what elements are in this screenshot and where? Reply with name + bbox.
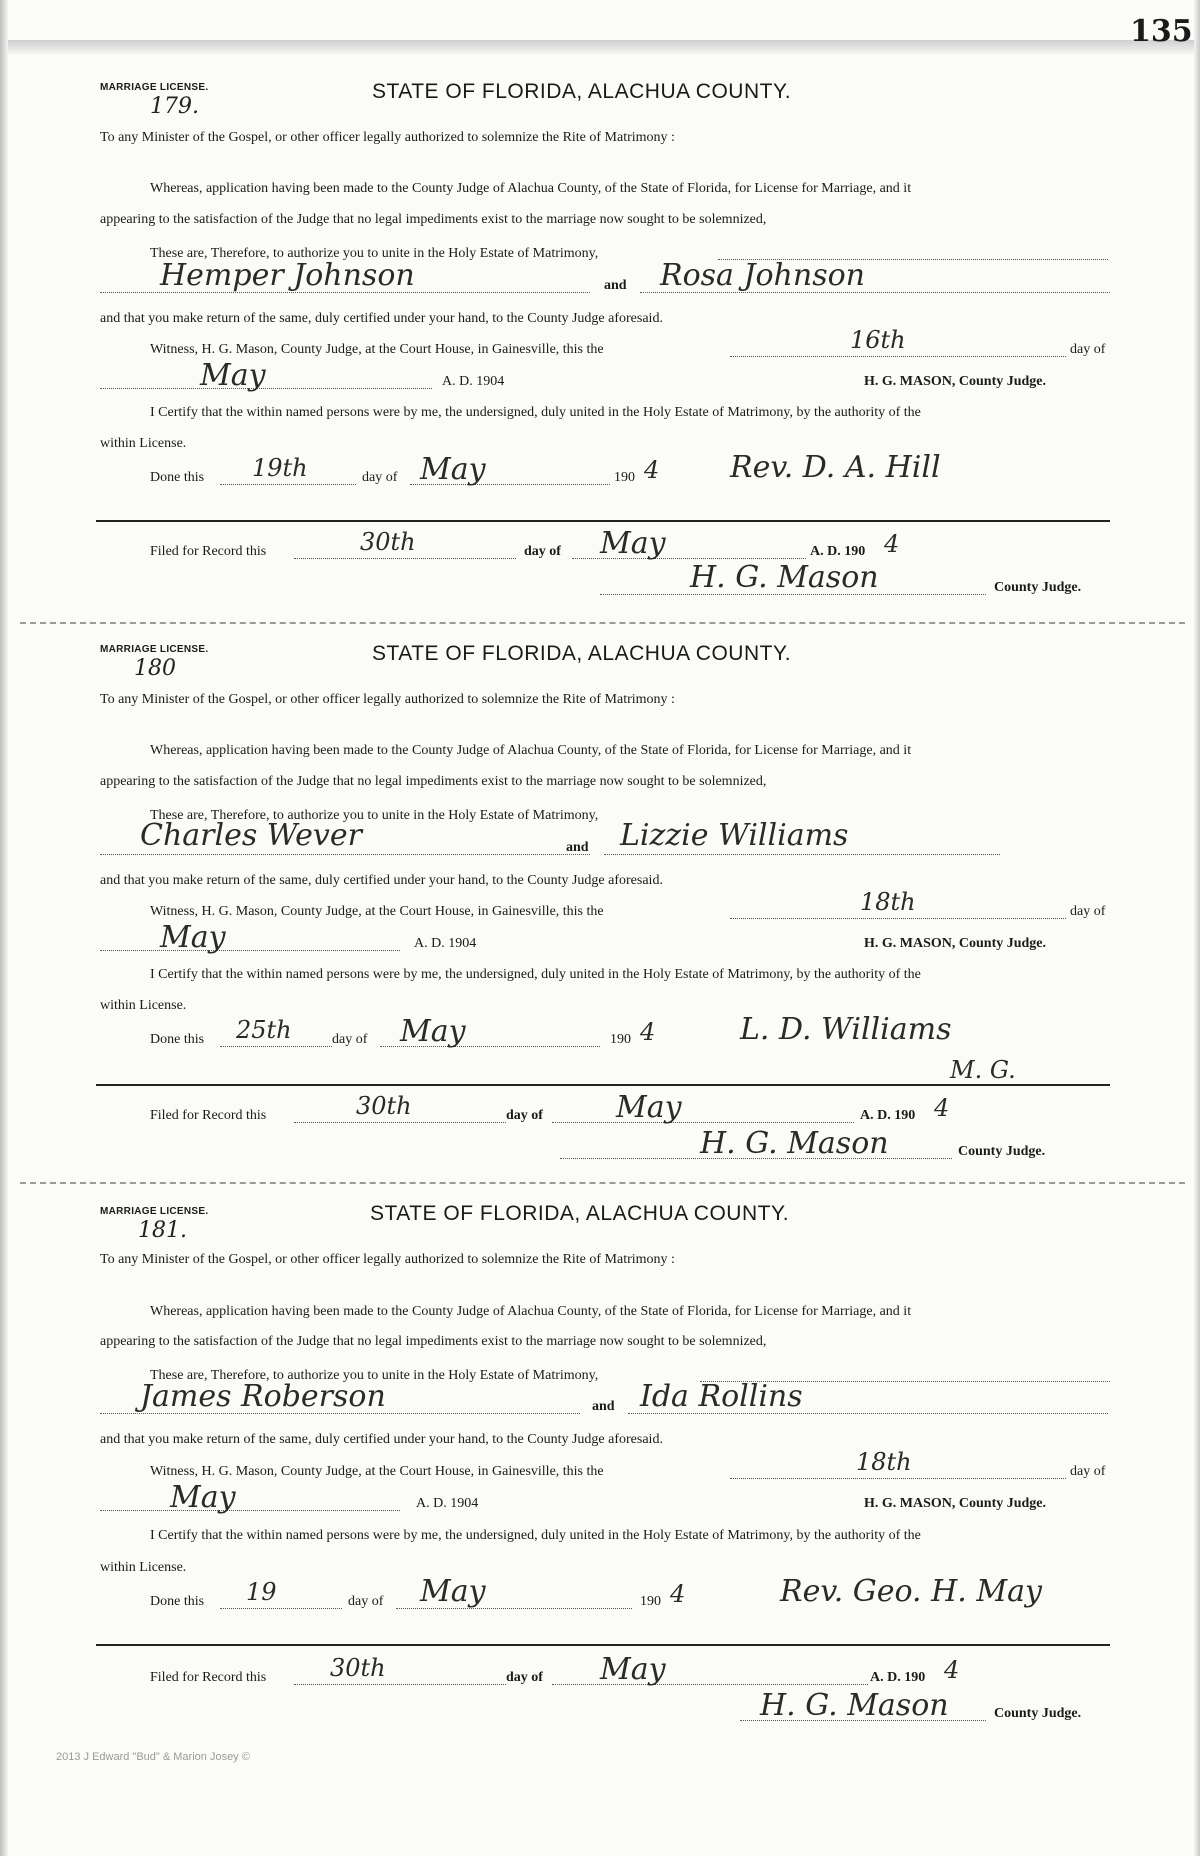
filed-month: May [600, 1652, 666, 1687]
dotted-line [220, 1046, 332, 1047]
day-of-label: day of [506, 1670, 543, 1685]
dotted-line [100, 950, 400, 951]
day-of-label: day of [1070, 342, 1106, 357]
to-line: To any Minister of the Gospel, or other officer legally authorized to solemnize the Rite of Matrimony : [100, 1252, 675, 1267]
dotted-line [220, 1608, 342, 1609]
filed-line: Filed for Record this [150, 1108, 267, 1123]
page-number: 135 [1130, 14, 1193, 49]
filed-day: 30th [360, 528, 416, 556]
whereas-line: Whereas, application having been made to the County Judge of Alachua County, of the State of Florida, for License for Marriage, and it [150, 1304, 912, 1319]
filed-year-suffix: 4 [944, 1656, 960, 1684]
dotted-line [730, 918, 1066, 919]
clerk-signature: H. G. Mason [700, 1126, 889, 1161]
state-title: STATE OF FLORIDA, ALACHUA COUNTY. [372, 642, 792, 665]
whereas-line: Whereas, application having been made to the County Judge of Alachua County, of the State of Florida, for License for Marriage, and it [150, 181, 912, 196]
witness-month: May [160, 920, 226, 955]
done-this-label: Done this [150, 1032, 205, 1047]
dotted-line [100, 854, 590, 855]
license-number: 179. [150, 94, 199, 119]
to-line: To any Minister of the Gospel, or other officer legally authorized to solemnize the Rite of Matrimony : [100, 692, 675, 707]
and-label: and [604, 278, 627, 293]
done-this-label: Done this [150, 470, 205, 485]
within-license: within License. [100, 998, 187, 1013]
witness-line: Witness, H. G. Mason, County Judge, at the Court House, in Gainesville, this the [150, 1464, 604, 1479]
appearing-line: appearing to the satisfaction of the Judge that no legal impediments exist to the marriage now sought to be solemnized, [100, 212, 767, 227]
dotted-line [730, 356, 1066, 357]
scan-top-edge [0, 40, 1200, 54]
certify-line: I Certify that the within named persons were by me, the undersigned, duly united in the Holy Estate of Matrimony, by the authority of the [150, 1528, 921, 1543]
license-number: 180 [134, 656, 176, 681]
appearing-line: appearing to the satisfaction of the Judge that no legal impediments exist to the marriage now sought to be solemnized, [100, 774, 767, 789]
filed-day: 30th [330, 1654, 386, 1682]
witness-day: 16th [850, 326, 906, 354]
divider-rule [96, 520, 1110, 522]
these-line: These are, Therefore, to authorize you to unite in the Holy Estate of Matrimony, [150, 808, 599, 823]
dotted-line [552, 1122, 854, 1123]
dotted-line [294, 1122, 506, 1123]
divider-rule [96, 1084, 1110, 1086]
license-label: MARRIAGE LICENSE. [100, 1206, 209, 1217]
groom-name: Charles Wever [140, 818, 362, 853]
day-of-label: day of [332, 1032, 368, 1047]
appearing-line: appearing to the satisfaction of the Judge that no legal impediments exist to the marriage now sought to be solemnized, [100, 1334, 767, 1349]
clerk-signature: H. G. Mason [760, 1688, 949, 1723]
license-section [0, 1184, 1200, 1744]
and-label: and [592, 1399, 615, 1414]
these-line: These are, Therefore, to authorize you to unite in the Holy Estate of Matrimony, [150, 246, 599, 261]
clerk-signature: H. G. Mason [690, 560, 879, 595]
judge-line: H. G. MASON, County Judge. [864, 1496, 1047, 1511]
done-day: 25th [236, 1016, 292, 1044]
county-judge-label: County Judge. [958, 1144, 1046, 1159]
witness-day: 18th [860, 888, 916, 916]
license-label: MARRIAGE LICENSE. [100, 644, 209, 655]
copyright-credit: 2013 J Edward "Bud" & Marion Josey © [56, 1751, 250, 1763]
certify-line: I Certify that the within named persons were by me, the undersigned, duly united in the Holy Estate of Matrimony, by the authority of the [150, 405, 921, 420]
within-license: within License. [100, 436, 187, 451]
bride-name: Ida Rollins [640, 1379, 803, 1414]
certify-line: I Certify that the within named persons were by me, the undersigned, duly united in the Holy Estate of Matrimony, by the authority of the [150, 967, 921, 982]
these-line: These are, Therefore, to authorize you to unite in the Holy Estate of Matrimony, [150, 1368, 599, 1383]
ad-label: A. D. 190 [870, 1670, 926, 1685]
bride-name: Lizzie Williams [620, 818, 849, 853]
day-of-label: day of [348, 1594, 384, 1609]
year-label: 190 [614, 470, 635, 485]
done-this-label: Done this [150, 1594, 205, 1609]
filed-year-suffix: 4 [934, 1094, 950, 1122]
year-label: 190 [610, 1032, 631, 1047]
to-line: To any Minister of the Gospel, or other officer legally authorized to solemnize the Rite of Matrimony : [100, 130, 675, 145]
done-year-suffix: 4 [644, 456, 660, 484]
done-day: 19th [252, 454, 308, 482]
license-label: MARRIAGE LICENSE. [100, 82, 209, 93]
state-title: STATE OF FLORIDA, ALACHUA COUNTY. [370, 1202, 790, 1225]
officiant-signature: L. D. Williams [740, 1012, 952, 1047]
license-section [0, 622, 1200, 1182]
ad-year: A. D. 1904 [416, 1496, 479, 1511]
license-number: 181. [138, 1218, 187, 1243]
dotted-line [100, 1510, 400, 1511]
filed-line: Filed for Record this [150, 544, 267, 559]
day-of-label: day of [524, 544, 561, 559]
witness-day: 18th [856, 1448, 912, 1476]
done-month: May [420, 452, 486, 487]
and-label: and [566, 840, 589, 855]
return-line: and that you make return of the same, duly certified under your hand, to the County Judge aforesaid. [100, 873, 663, 888]
day-of-label: day of [1070, 1464, 1106, 1479]
done-day: 19 [246, 1578, 277, 1606]
license-section [0, 60, 1200, 620]
day-of-label: day of [1070, 904, 1106, 919]
groom-name: Hemper Johnson [160, 258, 415, 293]
whereas-line: Whereas, application having been made to the County Judge of Alachua County, of the State of Florida, for License for Marriage, and it [150, 743, 912, 758]
done-year-suffix: 4 [640, 1018, 656, 1046]
filed-year-suffix: 4 [884, 530, 900, 558]
county-judge-label: County Judge. [994, 1706, 1082, 1721]
done-year-suffix: 4 [670, 1580, 686, 1608]
witness-month: May [170, 1480, 236, 1515]
return-line: and that you make return of the same, duly certified under your hand, to the County Judge aforesaid. [100, 311, 663, 326]
judge-line: H. G. MASON, County Judge. [864, 374, 1047, 389]
dotted-line [730, 1478, 1066, 1479]
judge-line: H. G. MASON, County Judge. [864, 936, 1047, 951]
within-license: within License. [100, 1560, 187, 1575]
state-title: STATE OF FLORIDA, ALACHUA COUNTY. [372, 80, 792, 103]
year-label: 190 [640, 1594, 661, 1609]
filed-line: Filed for Record this [150, 1670, 267, 1685]
filed-day: 30th [356, 1092, 412, 1120]
witness-line: Witness, H. G. Mason, County Judge, at the Court House, in Gainesville, this the [150, 342, 604, 357]
dotted-line [294, 1684, 506, 1685]
day-of-label: day of [506, 1108, 543, 1123]
officiant-signature: Rev. Geo. H. May [780, 1574, 1042, 1609]
done-month: May [400, 1014, 466, 1049]
county-judge-label: County Judge. [994, 580, 1082, 595]
groom-name: James Roberson [140, 1379, 386, 1414]
bride-name: Rosa Johnson [660, 258, 865, 293]
ad-year: A. D. 1904 [442, 374, 505, 389]
dotted-line [220, 484, 356, 485]
divider-rule [96, 1644, 1110, 1646]
done-month: May [420, 1574, 486, 1609]
ad-label: A. D. 190 [810, 544, 866, 559]
officiant-title: M. G. [950, 1056, 1016, 1084]
dotted-line [294, 558, 516, 559]
filed-month: May [600, 526, 666, 561]
witness-month: May [200, 358, 266, 393]
witness-line: Witness, H. G. Mason, County Judge, at the Court House, in Gainesville, this the [150, 904, 604, 919]
dotted-line [604, 854, 1000, 855]
officiant-signature: Rev. D. A. Hill [730, 450, 941, 485]
filed-month: May [616, 1090, 682, 1125]
dotted-line [100, 388, 432, 389]
day-of-label: day of [362, 470, 398, 485]
ad-label: A. D. 190 [860, 1108, 916, 1123]
ad-year: A. D. 1904 [414, 936, 477, 951]
return-line: and that you make return of the same, duly certified under your hand, to the County Judge aforesaid. [100, 1432, 663, 1447]
